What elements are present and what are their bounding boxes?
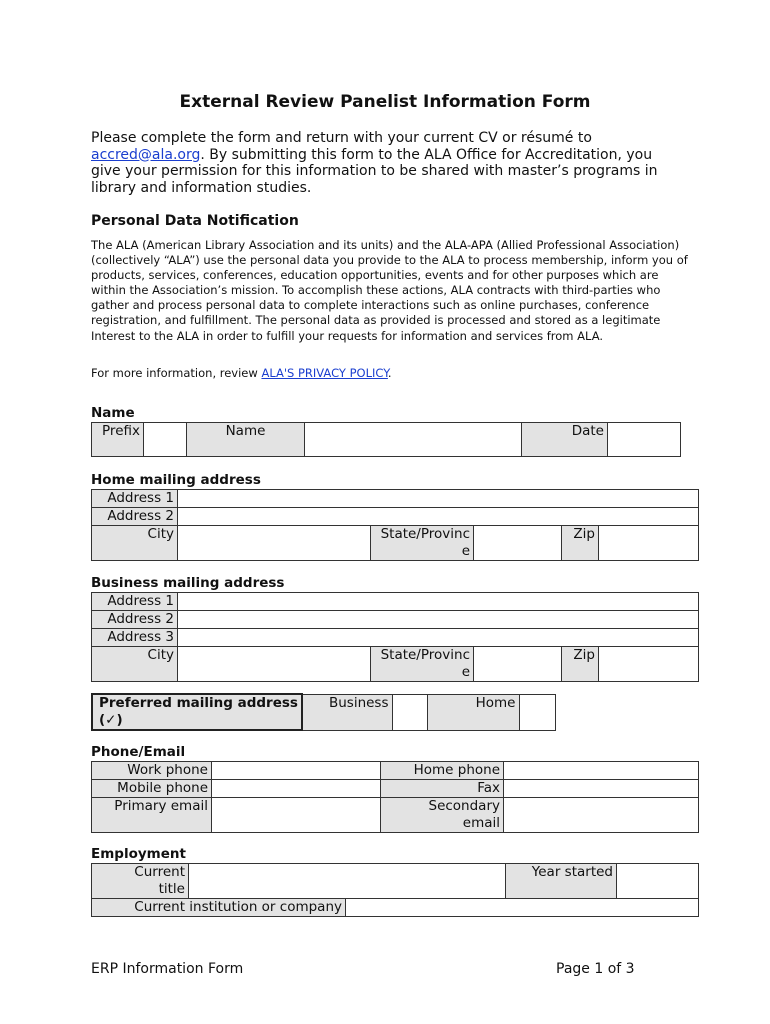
business-zip-label: Zip xyxy=(562,647,599,682)
year-started-field[interactable] xyxy=(617,864,699,899)
primary-email-label: Primary email xyxy=(92,798,212,833)
name-label: Name xyxy=(187,423,305,457)
page-title: External Review Panelist Information Form xyxy=(179,92,591,112)
name-table xyxy=(91,422,681,457)
home-state-label: State/Province xyxy=(371,526,474,561)
fax-field[interactable] xyxy=(504,780,699,798)
name-heading: Name xyxy=(91,405,135,421)
mobile-phone-field[interactable] xyxy=(212,780,381,798)
home-city-field[interactable] xyxy=(178,526,371,561)
institution-field[interactable] xyxy=(346,899,699,917)
privacy-text-after: . xyxy=(387,366,392,380)
current-title-label: Current title xyxy=(92,864,189,899)
intro-text-after: . By submitting this form to the ALA Office for Accreditation, you give your permission for this information to be shared with master’s programs in library and information studies. xyxy=(91,146,658,196)
business-address1-field[interactable] xyxy=(178,593,699,611)
prefix-field[interactable] xyxy=(144,423,187,457)
home-address-table xyxy=(91,489,699,561)
home-state-field[interactable] xyxy=(474,526,562,561)
work-phone-label: Work phone xyxy=(92,762,212,780)
business-address1-label: Address 1 xyxy=(92,593,178,611)
home-address1-field[interactable] xyxy=(178,490,699,508)
business-address2-label: Address 2 xyxy=(92,611,178,629)
business-address-heading: Business mailing address xyxy=(91,575,285,591)
institution-label: Current institution or company xyxy=(92,899,346,917)
business-city-label: City xyxy=(92,647,178,682)
business-address-table xyxy=(91,592,699,682)
phone-email-table xyxy=(91,761,699,833)
prefix-label: Prefix xyxy=(92,423,144,457)
privacy-text-before: For more information, review xyxy=(91,366,262,380)
primary-email-field[interactable] xyxy=(212,798,381,833)
business-state-field[interactable] xyxy=(474,647,562,682)
business-zip-field[interactable] xyxy=(599,647,699,682)
mobile-phone-label: Mobile phone xyxy=(92,780,212,798)
date-label: Date xyxy=(522,423,608,457)
preferred-home-label: Home xyxy=(427,694,519,730)
home-city-label: City xyxy=(92,526,178,561)
home-address2-label: Address 2 xyxy=(92,508,178,526)
home-phone-label: Home phone xyxy=(381,762,504,780)
business-address3-label: Address 3 xyxy=(92,629,178,647)
date-field[interactable] xyxy=(608,423,681,457)
footer-form-name: ERP Information Form xyxy=(91,961,244,977)
name-field[interactable] xyxy=(305,423,522,457)
intro-paragraph xyxy=(91,130,681,196)
intro-text-before: Please complete the form and return with your current CV or résumé to xyxy=(91,130,592,146)
preferred-address-label: Preferred mailing address (✓) xyxy=(92,694,302,730)
business-state-label: State/Province xyxy=(371,647,474,682)
current-title-field[interactable] xyxy=(189,864,506,899)
privacy-line xyxy=(91,366,392,380)
preferred-business-label: Business xyxy=(302,694,392,730)
home-zip-label: Zip xyxy=(562,526,599,561)
home-zip-field[interactable] xyxy=(599,526,699,561)
secondary-email-field[interactable] xyxy=(504,798,699,833)
fax-label: Fax xyxy=(381,780,504,798)
business-address2-field[interactable] xyxy=(178,611,699,629)
footer-page-number: Page 1 of 3 xyxy=(556,961,635,977)
privacy-policy-link[interactable]: ALA'S PRIVACY POLICY xyxy=(261,366,388,380)
year-started-label: Year started xyxy=(506,864,617,899)
preferred-home-checkbox[interactable] xyxy=(519,694,555,730)
preferred-address-table xyxy=(91,693,556,731)
email-link[interactable]: accred@ala.org xyxy=(91,146,201,163)
notice-heading: Personal Data Notification xyxy=(91,213,299,229)
preferred-business-checkbox[interactable] xyxy=(392,694,427,730)
home-phone-field[interactable] xyxy=(504,762,699,780)
home-address1-label: Address 1 xyxy=(92,490,178,508)
phone-email-heading: Phone/Email xyxy=(91,744,186,760)
home-address2-field[interactable] xyxy=(178,508,699,526)
notice-body: The ALA (American Library Association and its units) and the ALA-APA (Allied Professional Association) (collectively “ALA”) use the personal data you provide to the ALA to process membership, inform you of products, services, conferences, education opportunities, events and for other purposes which are within the Association’s mission. To accomplish these actions, ALA contracts with third-parties who gather and process personal data to complete interactions such as online purchases, conference registration, and fulfillment. The personal data as provided is processed and stored as a legitimate Interest to the ALA in order to fulfill your requests for information and services from ALA. xyxy=(91,238,688,343)
employment-heading: Employment xyxy=(91,846,186,862)
work-phone-field[interactable] xyxy=(212,762,381,780)
business-address3-field[interactable] xyxy=(178,629,699,647)
home-address-heading: Home mailing address xyxy=(91,472,261,488)
business-city-field[interactable] xyxy=(178,647,371,682)
secondary-email-label: Secondary email xyxy=(381,798,504,833)
employment-table xyxy=(91,863,699,917)
